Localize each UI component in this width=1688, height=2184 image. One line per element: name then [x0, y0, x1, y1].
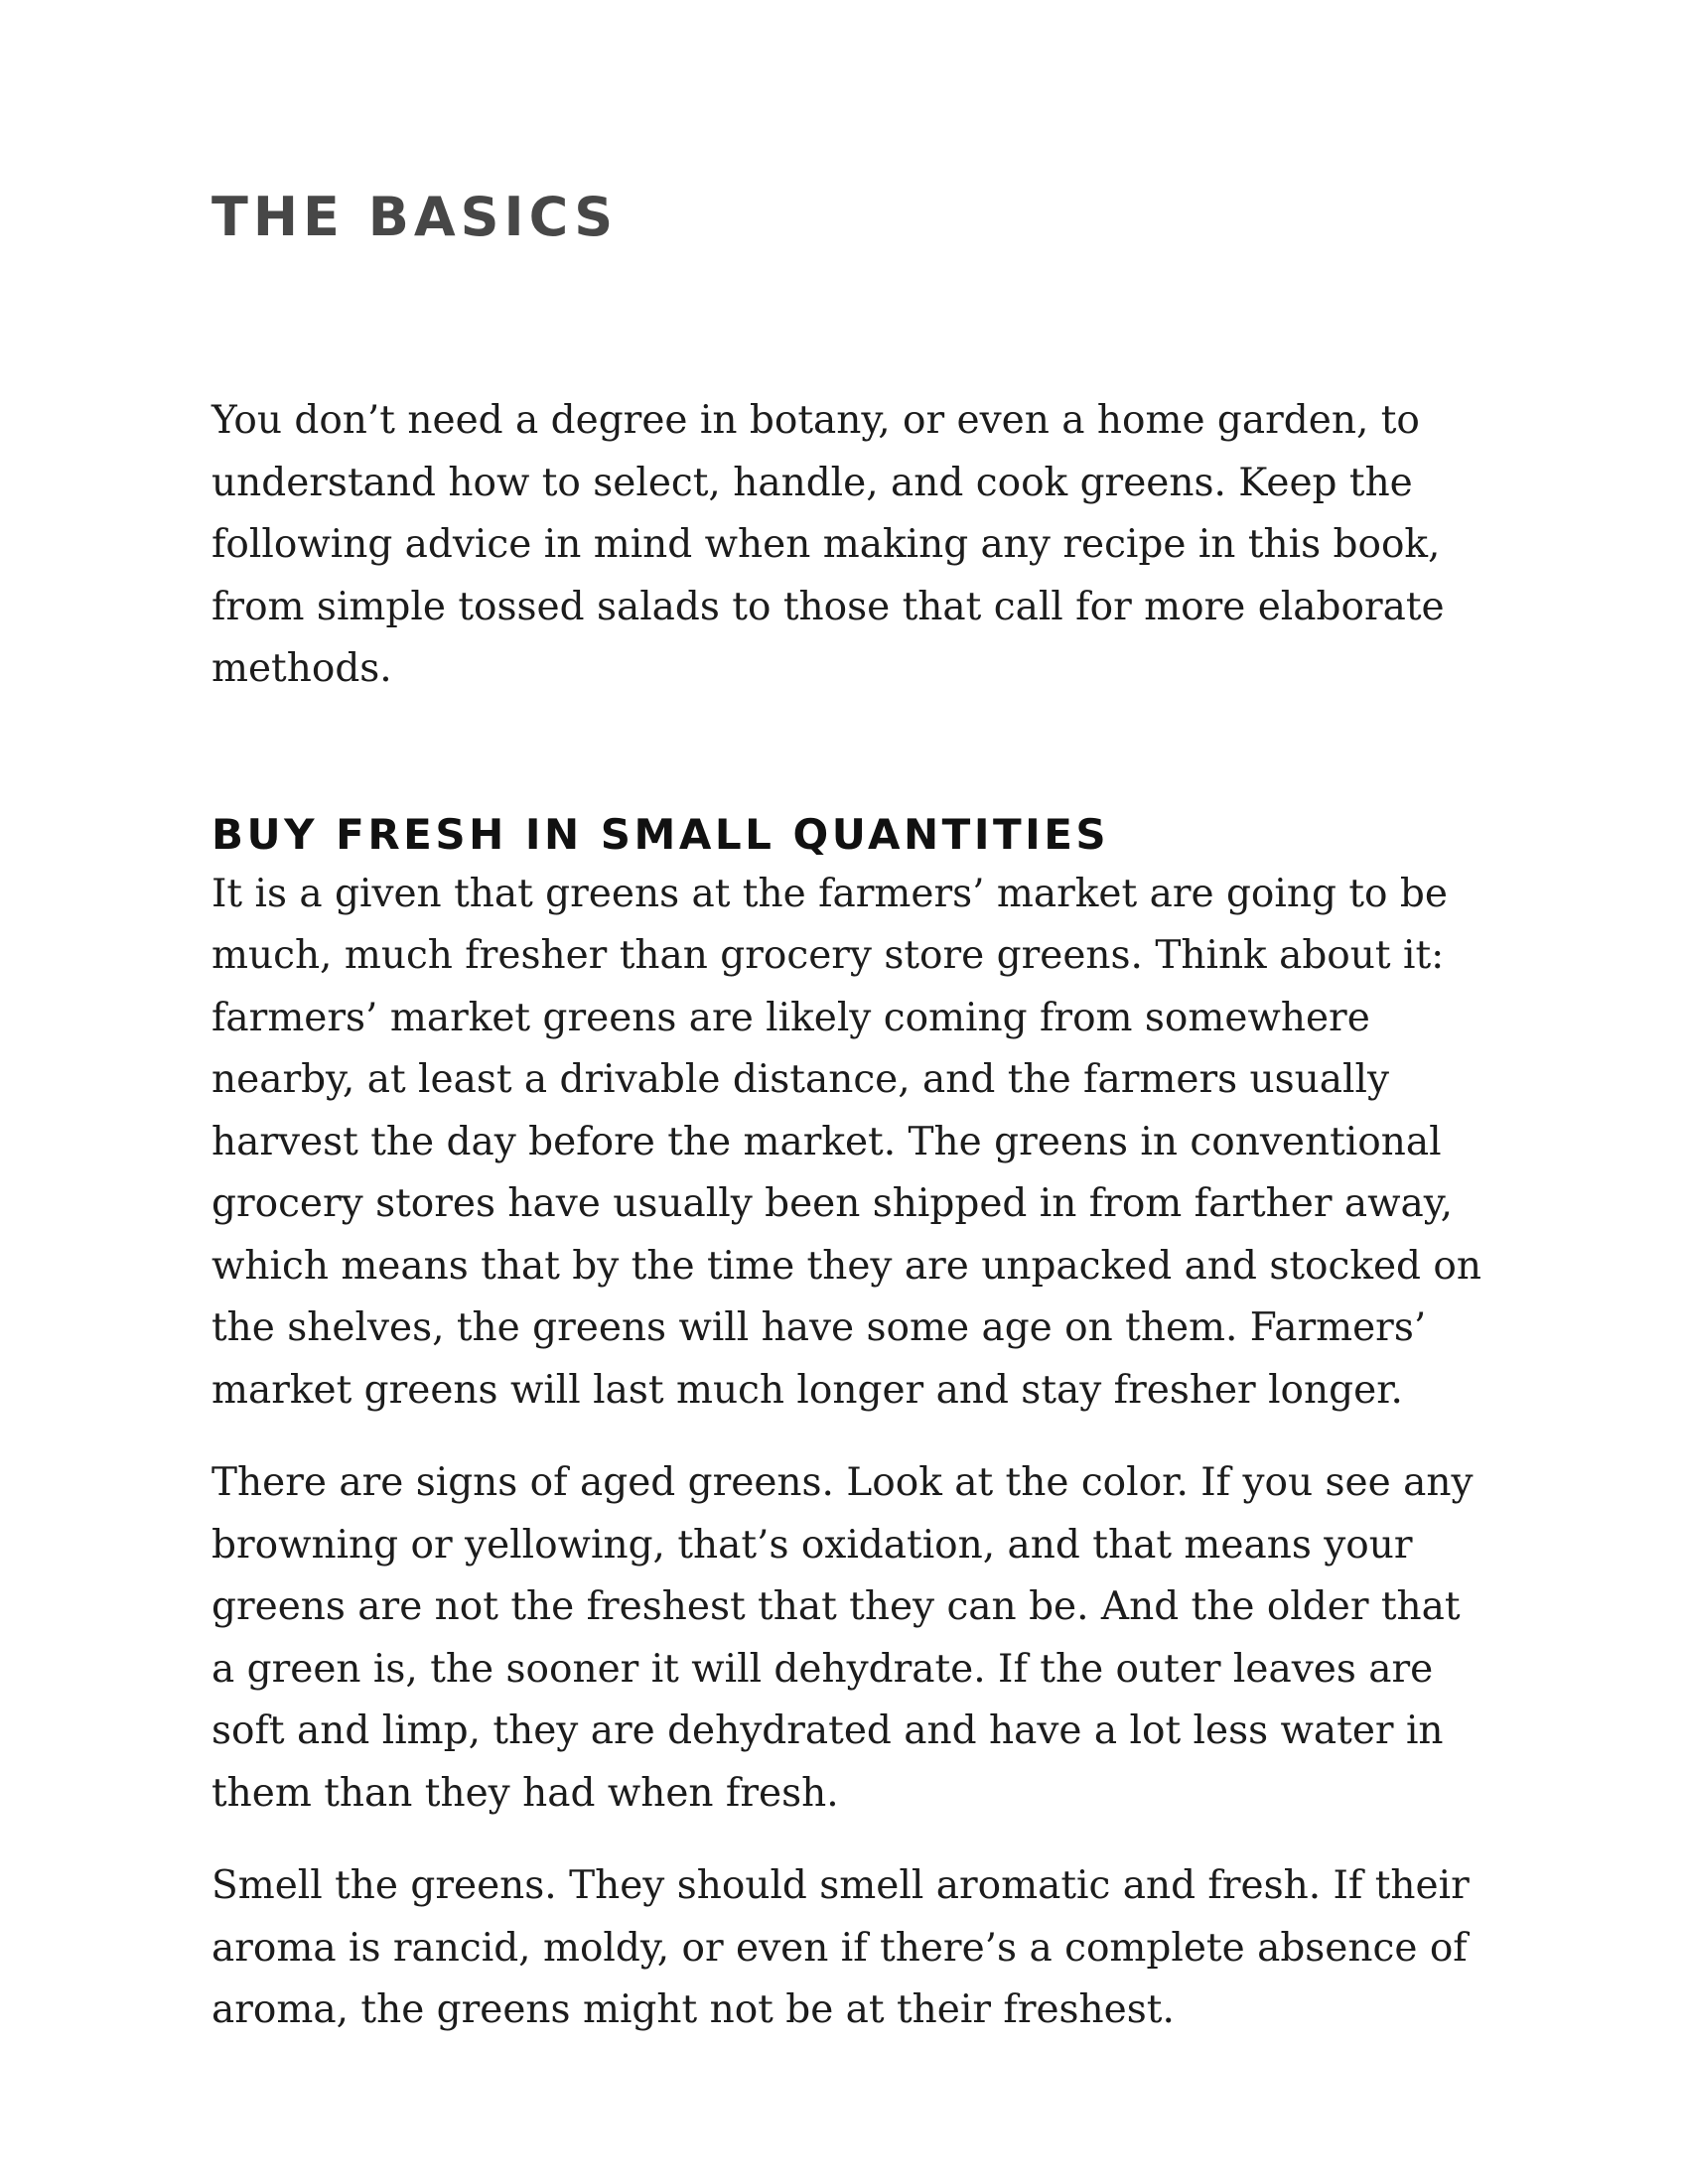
intro-paragraph: You don’t need a degree in botany, or even a home garden, to understand how to select, handle, and cook greens. Keep the following advice in mind when making any recipe in this book, from simple tossed salads to those that call for more elaborate methods.	[211, 398, 1445, 691]
body-paragraph: It is a given that greens at the farmers’ market are going to be much, much fresher than grocery store greens. Think about it: farmers’ market greens are likely coming from somewhere nearby, at least a drivable distance, and the farmers usually harvest the day before the market. The greens in conventional grocery stores have usually been shipped in from farther away, which means that by the time they are unpacked and stocked on the shelves, the greens will have some age on them. Farmers’ market greens will last much longer and stay fresher longer.	[211, 871, 1482, 1413]
page-content	[211, 390, 1492, 2042]
body-paragraph: Smell the greens. They should smell aromatic and fresh. If their aroma is rancid, moldy, or even if there’s a complete absence of aroma, the greens might not be at their freshest.	[211, 1863, 1470, 2032]
chapter-title: THE BASICS	[211, 186, 619, 248]
body-paragraph: There are signs of aged greens. Look at the color. If you see any browning or yellowing, that’s oxidation, and that means your greens are not the freshest that they can be. And the older that a green is, the sooner it will dehydrate. If the outer leaves are soft and limp, they are dehydrated and have a lot less water in them than they had when fresh.	[211, 1460, 1474, 1816]
section-heading: BUY FRESH IN SMALL QUANTITIES	[211, 809, 1110, 859]
